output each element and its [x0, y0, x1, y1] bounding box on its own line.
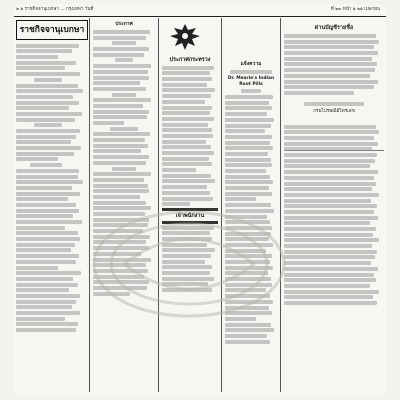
section-bar	[162, 221, 218, 224]
notice-block	[284, 102, 384, 115]
column-5-heading: ด่านบัญชีรายชื่อ	[314, 25, 354, 31]
garuda-emblem-icon	[168, 22, 202, 52]
advert-title-line: Root Pills	[239, 81, 263, 87]
column-3-title: ประกาศกระทรวง	[169, 57, 211, 63]
header-rule	[14, 16, 386, 17]
advert-title-line: Dr. Mearie's Indian	[227, 75, 275, 81]
header-left: ๒ ๑ ราชกิจจานุเบกษา ... กรุงเทพฯ วันที่	[16, 7, 94, 12]
garuda-seal	[162, 18, 218, 56]
column-3-text	[162, 66, 218, 207]
section-bar	[162, 208, 218, 211]
column-divider	[158, 18, 159, 392]
notice-title: กรมไปรษณีย์โทรเลข	[313, 108, 355, 114]
column-divider	[89, 18, 90, 392]
column-5-text-upper	[284, 34, 384, 95]
masthead: ราชกิจจานุเบกษา	[16, 20, 88, 40]
column-4-heading: แจ้งความ	[240, 61, 262, 67]
column-2	[93, 18, 155, 394]
column-divider	[280, 18, 281, 392]
column-4	[225, 18, 277, 394]
column-2-heading: ประกาศ	[115, 21, 133, 27]
newspaper-page	[14, 4, 386, 396]
column-3-text-lower	[162, 226, 218, 293]
header-right: ที่ ๒๓ หน้า ๑ ๒๑ เมษายน	[330, 7, 380, 12]
column-1-text	[16, 44, 86, 332]
column-3	[162, 18, 218, 394]
page-header	[14, 4, 386, 16]
column-2-text	[93, 30, 155, 296]
advert-title	[225, 76, 277, 88]
column-1	[16, 42, 86, 392]
column-3-subtitle: เจ้าพนักงาน	[175, 212, 205, 219]
column-4-text	[225, 95, 277, 344]
column-divider	[221, 18, 222, 392]
column-5-text-lower	[284, 125, 384, 305]
column-5	[284, 18, 384, 394]
